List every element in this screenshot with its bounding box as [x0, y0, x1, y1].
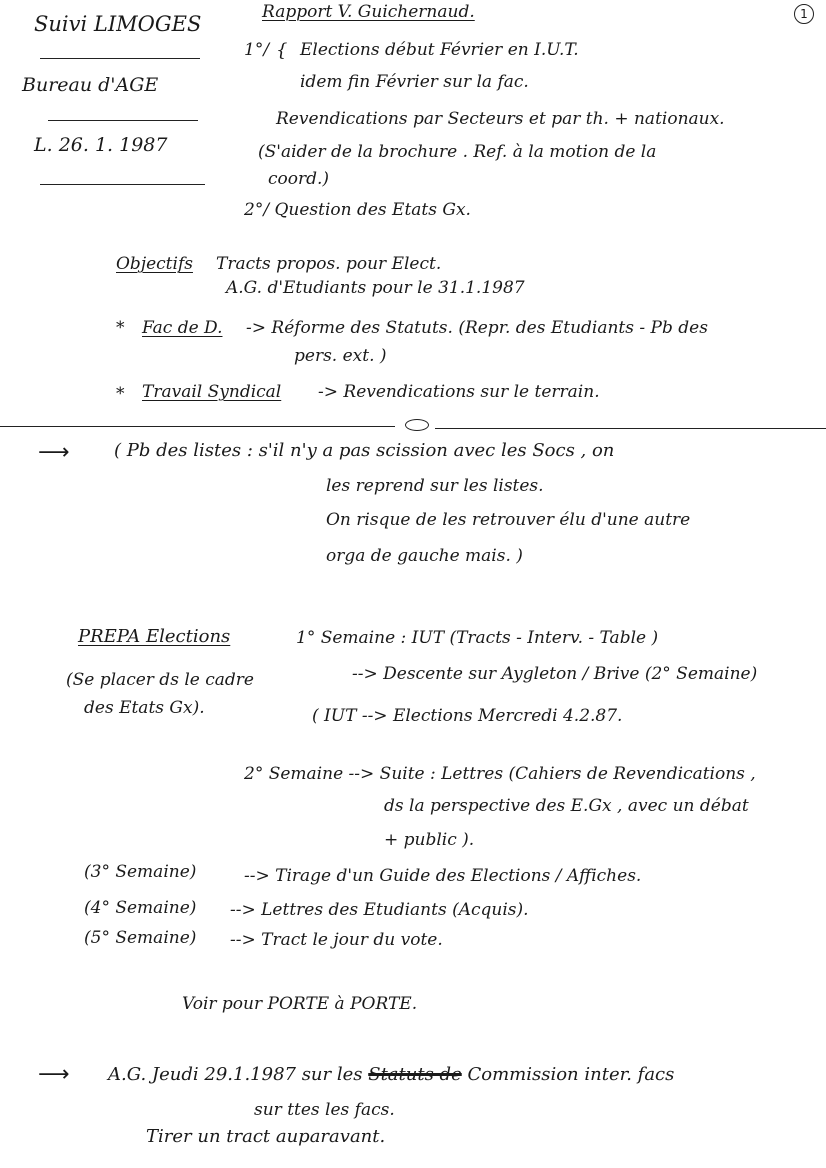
week2-line2: ds la perspective des E.Gx , avec un débat [384, 796, 749, 816]
bullet1-text: -> Réforme des Statuts. (Repr. des Etudiants - Pb des [246, 318, 708, 338]
date-label: L. 26. 1. 1987 [34, 134, 168, 156]
objectifs-line2: A.G. d'Etudiants pour le 31.1.1987 [226, 278, 525, 298]
cadre-line1: (Se placer ds le cadre [66, 670, 254, 690]
iut-elections: ( IUT --> Elections Mercredi 4.2.87. [312, 706, 623, 726]
week3-label: (3° Semaine) [84, 862, 197, 882]
ag-struck-text: Statuts de [368, 1064, 462, 1085]
item2: 2°/ Question des Etats Gx. [244, 200, 471, 220]
separator-circle [405, 419, 429, 431]
brochure-line2: coord.) [268, 169, 330, 189]
week2-line1: 2° Semaine --> Suite : Lettres (Cahiers de Revendications , [244, 764, 756, 784]
week4-label: (4° Semaine) [84, 898, 197, 918]
bureau-label: Bureau d'AGE [22, 74, 159, 96]
bullet-star: * [116, 318, 125, 338]
arrow-icon: ⟶ [38, 440, 70, 465]
ag-line3: Tirer un tract auparavant. [146, 1126, 386, 1147]
ag-line1 [108, 1064, 674, 1086]
descente: --> Descente sur Aygleton / Brive (2° Semaine) [352, 664, 758, 684]
cadre-line2: des Etats Gx). [84, 698, 205, 718]
item1-line2: idem fin Février sur la fac. [300, 72, 529, 92]
bullet2-label: Travail Syndical [142, 382, 282, 402]
week5-label: (5° Semaine) [84, 928, 197, 948]
porte-a-porte: Voir pour PORTE à PORTE. [182, 994, 418, 1014]
revendications-line: Revendications par Secteurs et par th. + nationaux. [276, 109, 725, 129]
divider [40, 184, 205, 185]
item1-line1: Elections début Février en I.U.T. [300, 40, 579, 60]
page-number: 1 [794, 4, 814, 24]
week2-line3: + public ). [384, 830, 475, 850]
listes-line2: les reprend sur les listes. [326, 476, 544, 496]
divider [40, 58, 200, 59]
week1: 1° Semaine : IUT (Tracts - Interv. - Table ) [296, 628, 659, 648]
objectifs-label: Objectifs [116, 254, 193, 274]
listes-line4: orga de gauche mais. ) [326, 546, 523, 566]
bullet1-cont: pers. ext. ) [294, 346, 387, 366]
week5-text: --> Tract le jour du vote. [230, 930, 443, 950]
bullet-star: * [116, 384, 125, 404]
section-separator [435, 428, 826, 429]
week4-text: --> Lettres des Etudiants (Acquis). [230, 900, 529, 920]
item1-brace: { [276, 40, 288, 61]
week3-text: --> Tirage d'un Guide des Elections / Affiches. [244, 866, 642, 886]
listes-line1: ( Pb des listes : s'il n'y a pas scission avec les Socs , on [114, 440, 615, 461]
divider [48, 120, 198, 121]
ag-line1-start: A.G. Jeudi 29.1.1987 sur les [108, 1064, 363, 1085]
prepa-title: PREPA Elections [78, 626, 231, 647]
bullet2-text: -> Revendications sur le terrain. [318, 382, 600, 402]
bullet1-label: Fac de D. [142, 318, 223, 338]
arrow-icon: ⟶ [38, 1062, 70, 1087]
listes-line3: On risque de les retrouver élu d'une autre [326, 510, 691, 530]
brochure-line1: (S'aider de la brochure . Ref. à la motion de la [258, 142, 657, 162]
section-separator [0, 426, 395, 427]
objectifs-line1: Tracts propos. pour Elect. [216, 254, 442, 274]
left-title: Suivi LIMOGES [34, 12, 202, 36]
ag-line2: sur ttes les facs. [254, 1100, 395, 1120]
item1-label: 1°/ [244, 40, 270, 60]
report-title: Rapport V. Guichernaud. [262, 2, 475, 22]
ag-line1-end: Commission inter. facs [467, 1064, 675, 1085]
